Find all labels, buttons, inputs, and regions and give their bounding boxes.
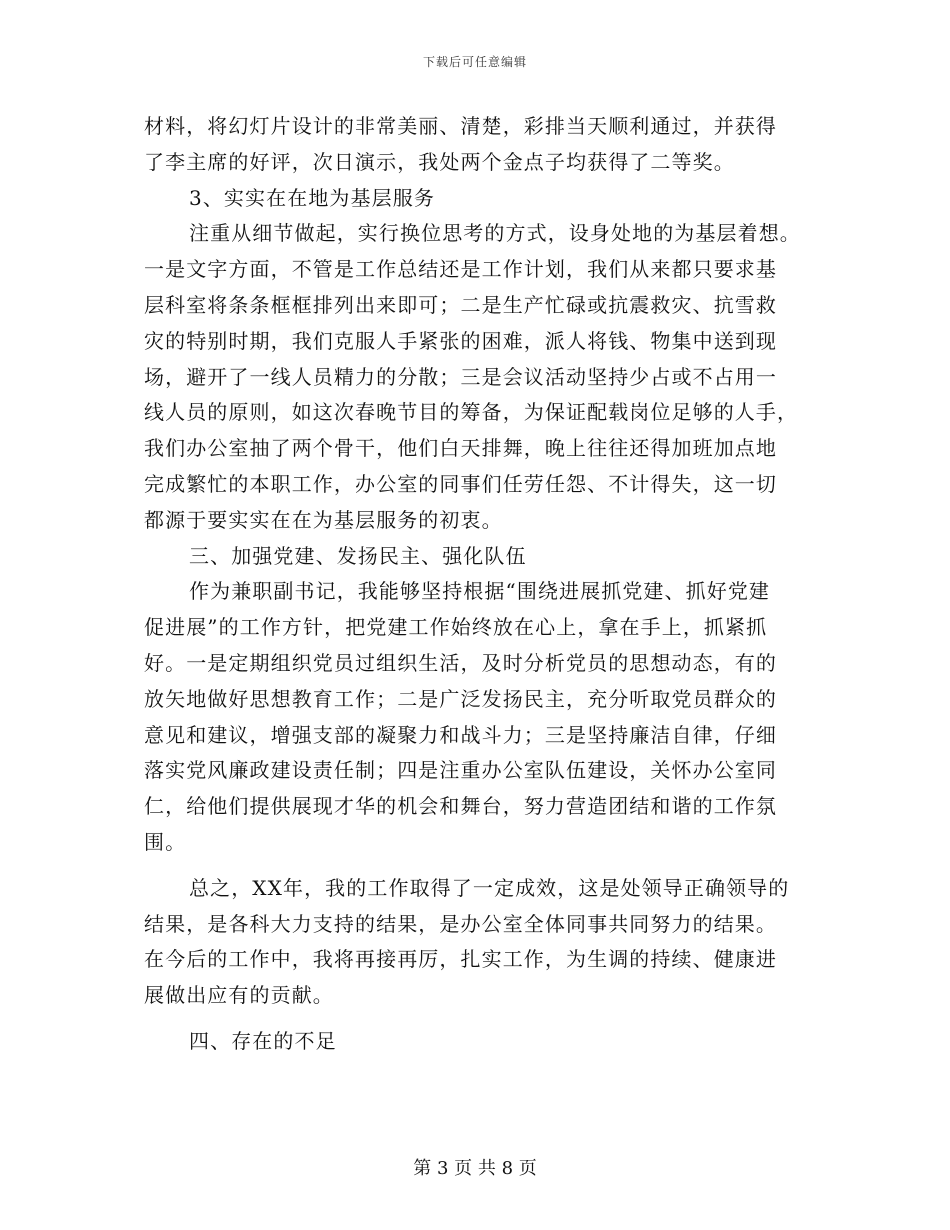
text-line: 了李主席的好评，次日演示，我处两个金点子均获得了二等奖。 <box>144 149 735 174</box>
text-line: 作为兼职副书记，我能够坚持根据“围绕进展抓党建、抓好党建 <box>189 579 771 604</box>
text-line: 意见和建议，增强支部的凝聚力和战斗力；三是坚持廉洁自律，仔细 <box>144 722 777 747</box>
paragraph-summary <box>144 871 814 1014</box>
heading-text: 三、加强党建、发扬民主、强化队伍 <box>189 543 527 568</box>
text-line: 促进展”的工作方针，把党建工作始终放在心上，拿在手上，抓紧抓 <box>144 615 768 640</box>
section-heading-3 <box>144 181 814 217</box>
document-body <box>144 109 814 1060</box>
paragraph-grassroots-service <box>144 216 814 538</box>
text-line: 我们办公室抽了两个骨干，他们白天排舞，晚上往往还得加班加点地 <box>144 436 777 461</box>
text-line: 落实党风廉政建设责任制；四是注重办公室队伍建设，关怀办公室同 <box>144 758 777 783</box>
text-line: 好。一是定期组织党员过组织生活，及时分析党员的思想动态，有的 <box>144 650 777 675</box>
page-number-footer: 第 3 页 共 8 页 <box>413 1158 537 1179</box>
text-line: 灾的特别时期，我们克服人手紧张的困难，派人将钱、物集中送到现 <box>144 328 777 353</box>
text-line: 都源于要实实在在为基层服务的初衷。 <box>144 507 503 532</box>
heading-text: 四、存在的不足 <box>189 1028 337 1053</box>
text-line: 完成繁忙的本职工作，办公室的同事们任劳任怨、不计得失，这一切 <box>144 471 777 496</box>
text-line: 仁，给他们提供展现才华的机会和舞台，努力营造团结和谐的工作氛 <box>144 794 777 819</box>
paragraph-gap <box>144 861 814 871</box>
text-line: 一是文字方面，不管是工作总结还是工作计划，我们从来都只要求基 <box>144 257 777 282</box>
text-line: 总之，XX年，我的工作取得了一定成效，这是处领导正确领导的 <box>189 875 790 900</box>
text-line: 材料，将幻灯片设计的非常美丽、清楚，彩排当天顺利通过，并获得 <box>144 114 777 138</box>
page-header: 下载后可任意编辑 <box>422 55 527 69</box>
heading-text: 3、实实在在地为基层服务 <box>189 185 435 210</box>
section-heading-three <box>144 539 814 575</box>
text-line: 在今后的工作中，我将再接再厉，扎实工作，为生调的持续、健康进 <box>144 947 777 972</box>
text-line: 展做出应有的贡献。 <box>144 983 334 1008</box>
text-line: 围。 <box>144 829 187 854</box>
text-line: 放矢地做好思想教育工作；二是广泛发扬民主，充分听取党员群众的 <box>144 686 777 711</box>
paragraph-intro <box>144 109 814 181</box>
text-line: 结果，是各科大力支持的结果，是办公室全体同事共同努力的结果。 <box>144 911 777 936</box>
section-heading-four <box>144 1024 814 1060</box>
text-line: 线人员的原则，如这次春晚节目的筹备，为保证配载岗位足够的人手， <box>144 400 799 425</box>
paragraph-gap <box>144 1014 814 1024</box>
text-line: 场，避开了一线人员精力的分散；三是会议活动坚持少占或不占用一 <box>144 364 777 389</box>
text-line: 层科室将条条框框排列出来即可；二是生产忙碌或抗震救灾、抗雪救 <box>144 292 777 317</box>
paragraph-party-building <box>144 574 814 860</box>
text-line: 注重从细节做起，实行换位思考的方式，设身处地的为基层着想。 <box>189 221 801 246</box>
